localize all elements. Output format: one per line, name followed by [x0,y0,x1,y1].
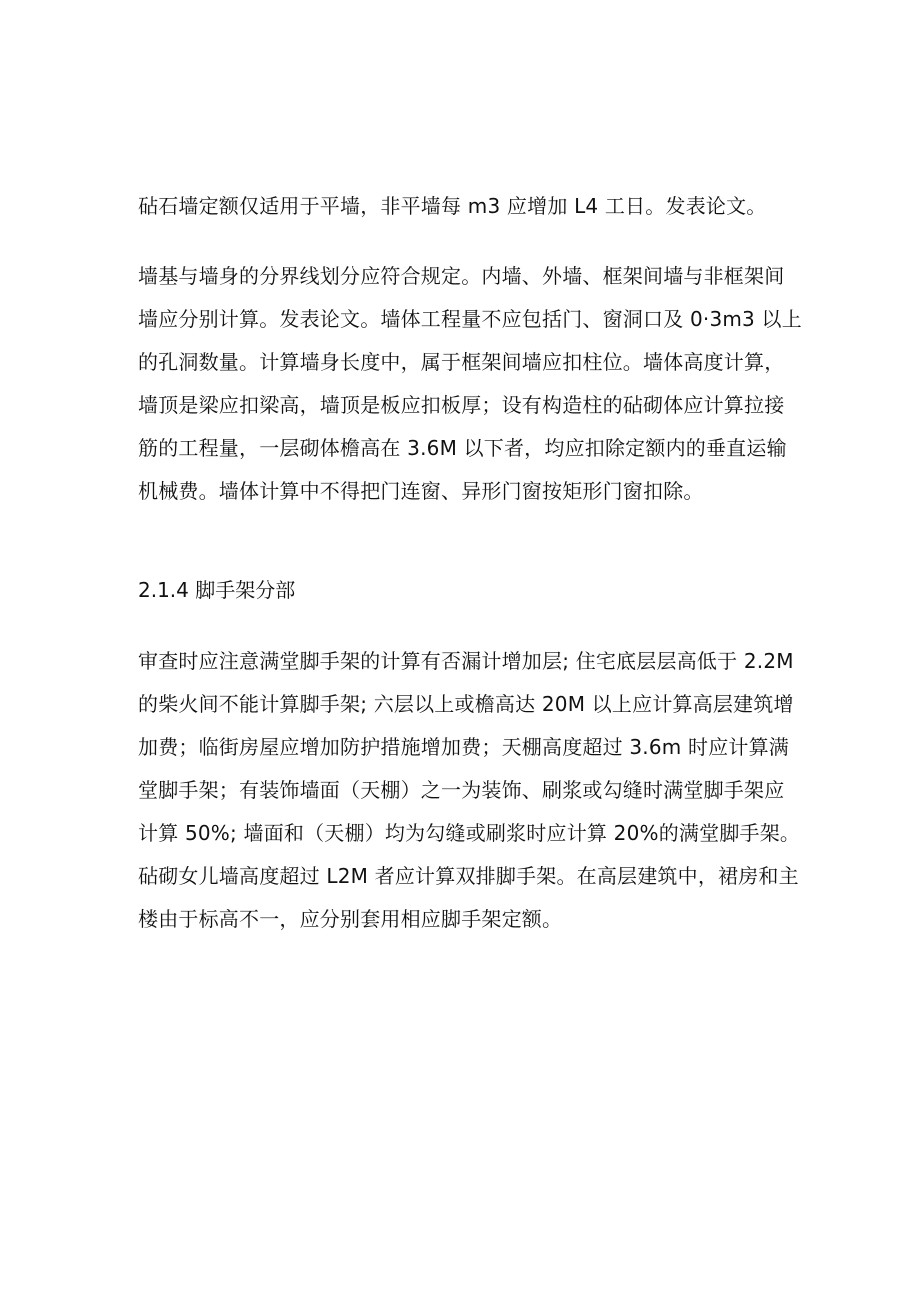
paragraph-2-line-2: 墙应分别计算。发表论文。墙体工程量不应包括门、窗洞口及 0·3m3 以上 [138,307,802,331]
paragraph-2-line-4: 墙顶是梁应扣梁高，墙顶是板应扣板厚；设有构造柱的砧砌体应计算拉接 [138,393,785,417]
paragraph-2-line-1: 墙基与墙身的分界线划分应符合规定。内墙、外墙、框架间墙与非框架间 [138,264,785,288]
paragraph-1-line-1: 砧石墙定额仅适用于平墙，非平墙每 m3 应增加 L4 工日。发表论文。 [138,194,767,218]
paragraph-3-line-2: 的柴火间不能计算脚手架; 六层以上或檐高达 20M 以上应计算高层建筑增 [138,692,794,716]
section-heading: 2.1.4 脚手架分部 [138,578,296,602]
paragraph-2-line-5: 筋的工程量，一层砌体檐高在 3.6M 以下者，均应扣除定额内的垂直运输 [138,436,787,460]
paragraph-3-line-5: 计算 50%; 墙面和（天棚）均为勾缝或刷浆时应计算 20%的满堂脚手架。 [138,821,801,845]
paragraph-3-line-3: 加费；临街房屋应增加防护措施增加费；天棚高度超过 3.6m 时应计算满 [138,735,790,759]
paragraph-3-line-4: 堂脚手架；有装饰墙面（天棚）之一为装饰、刷浆或勾缝时满堂脚手架应 [138,778,785,802]
paragraph-3-line-6: 砧砌女儿墙高度超过 L2M 者应计算双排脚手架。在高层建筑中，裙房和主 [138,864,799,888]
paragraph-3-line-1: 审查时应注意满堂脚手架的计算有否漏计增加层; 住宅底层层高低于 2.2M [138,649,794,673]
paragraph-2-line-6: 机械费。墙体计算中不得把门连窗、异形门窗按矩形门窗扣除。 [138,479,704,503]
paragraph-2-line-3: 的孔洞数量。计算墙身长度中，属于框架间墙应扣柱位。墙体高度计算， [138,350,785,374]
paragraph-3-line-7: 楼由于标高不一，应分别套用相应脚手架定额。 [138,907,563,931]
